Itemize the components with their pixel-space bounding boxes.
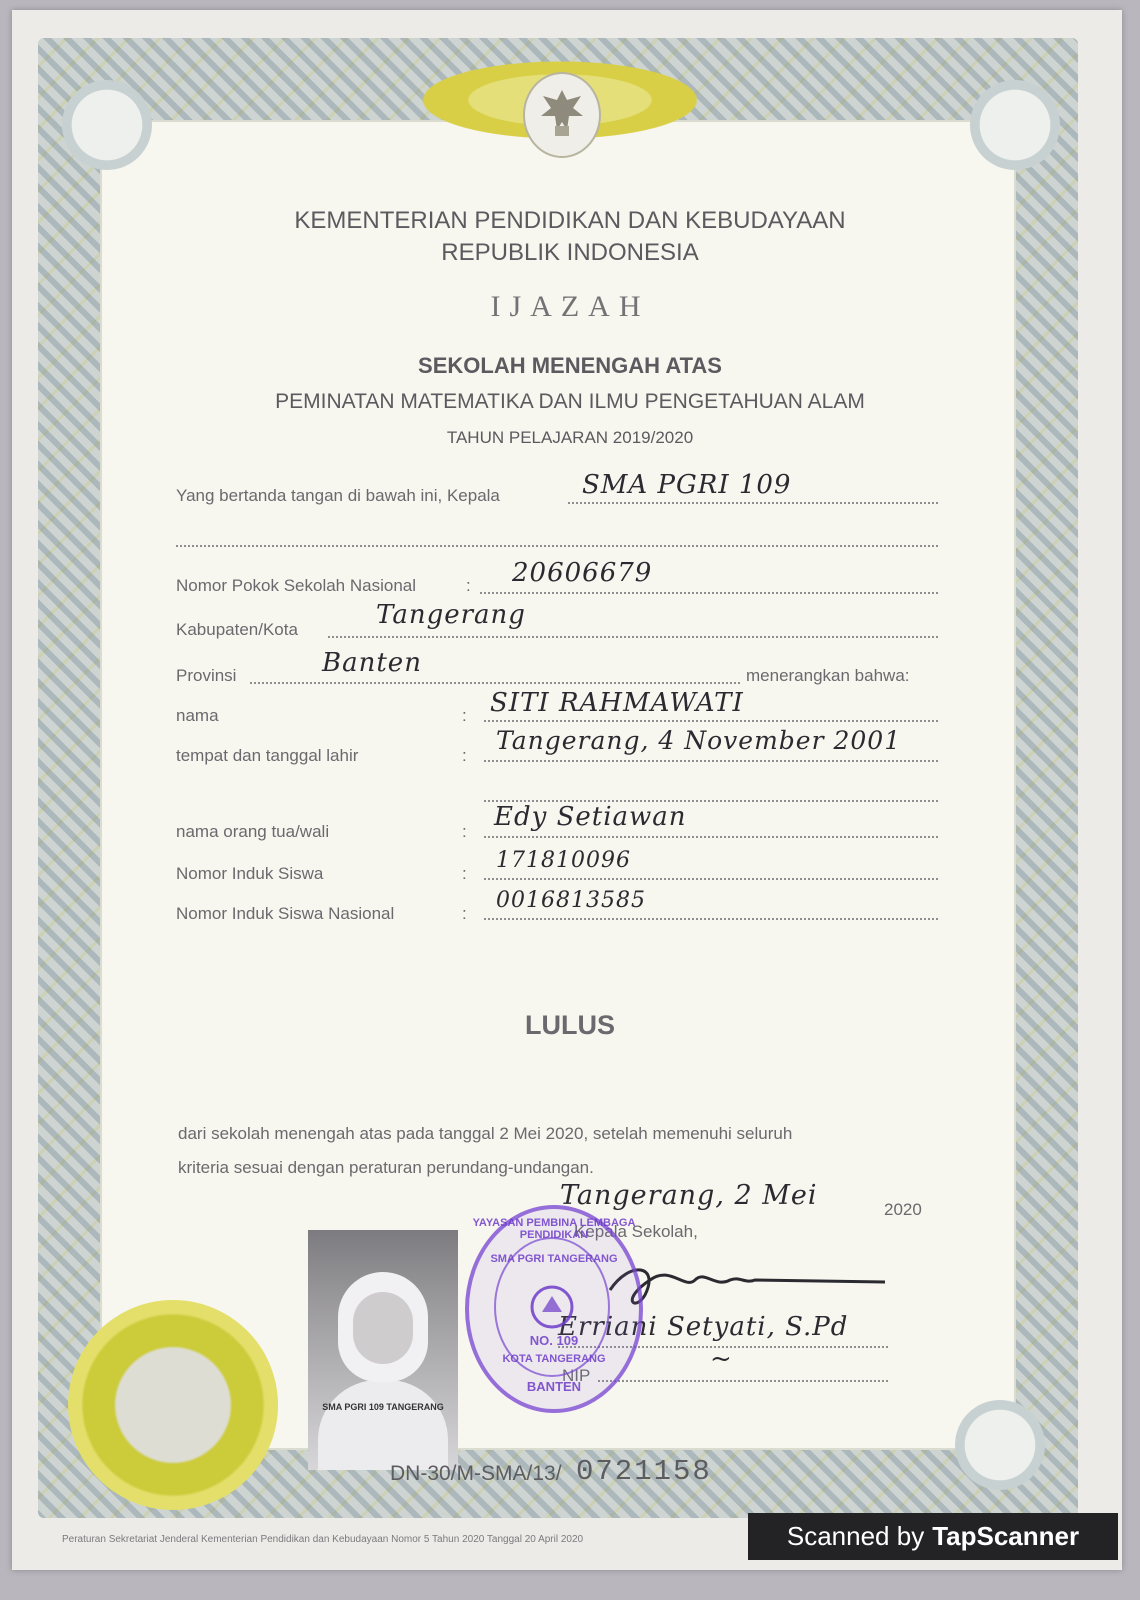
- dotted-line: [480, 592, 938, 594]
- nip-value: ~: [710, 1344, 733, 1374]
- student-name-value: SITI RAHMAWATI: [490, 688, 744, 718]
- school-level: SEKOLAH MENENGAH ATAS: [418, 353, 722, 378]
- regency-value: Tangerang: [376, 600, 526, 630]
- ministry-line1: KEMENTERIAN PENDIDIKAN DAN KEBUDAYAAN: [294, 207, 846, 234]
- colon: :: [462, 706, 467, 725]
- dotted-line: [484, 878, 938, 880]
- document-title: IJAZAH: [490, 290, 650, 323]
- academic-year: TAHUN PELAJARAN 2019/2020: [446, 428, 694, 447]
- dotted-line: [176, 545, 938, 547]
- dotted-line: [484, 836, 938, 838]
- nis-value: 171810096: [496, 848, 631, 873]
- npsn-label: Nomor Pokok Sekolah Nasional: [176, 576, 417, 595]
- birth-label: tempat dan tanggal lahir: [176, 746, 359, 765]
- statement-line2: kriteria sesuai dengan peraturan perundang-undangan.: [178, 1158, 594, 1177]
- stamp-number: NO. 109: [529, 1333, 579, 1348]
- nis-label: Nomor Induk Siswa: [176, 864, 324, 883]
- serial-number: 0721158: [576, 1455, 712, 1488]
- dotted-line: [250, 682, 740, 684]
- scanner-watermark: [748, 1513, 1118, 1560]
- stamp-city: KOTA TANGERANG: [502, 1353, 606, 1365]
- states-label: menerangkan bahwa:: [746, 666, 910, 685]
- photo-caption: SMA PGRI 109 TANGERANG: [322, 1402, 444, 1412]
- province-label: Provinsi: [176, 666, 237, 685]
- watermark-brand: TapScanner: [932, 1521, 1080, 1551]
- regency-label: Kabupaten/Kota: [176, 620, 298, 639]
- dotted-line: [484, 918, 938, 920]
- colon: :: [466, 576, 471, 595]
- school-name-value: SMA PGRI 109: [582, 470, 792, 500]
- corner-ornament: [955, 1400, 1045, 1490]
- signer-name: Erriani Setyati, S.Pd: [558, 1312, 849, 1342]
- stamp-province: BANTEN: [526, 1379, 582, 1394]
- sign-role: Kepala Sekolah,: [574, 1222, 698, 1241]
- result-status: LULUS: [525, 1010, 615, 1040]
- corner-ornament: [62, 80, 152, 170]
- garuda-emblem-icon: [523, 72, 601, 158]
- watermark-prefix: Scanned by: [786, 1521, 925, 1551]
- sign-place-date: Tangerang, 2 Mei: [560, 1180, 818, 1211]
- dotted-line: [484, 720, 938, 722]
- regulation-footer: Peraturan Sekretariat Jenderal Kementerian Pendidikan dan Kebudayaan Nomor 5 Tahun 2020 Tanggal 20 April 2020: [62, 1534, 584, 1545]
- dotted-line: [568, 502, 938, 504]
- npsn-value: 20606679: [512, 558, 653, 588]
- dotted-line: [484, 760, 938, 762]
- parent-value: Edy Setiawan: [494, 802, 687, 832]
- birth-value: Tangerang, 4 November 2001: [496, 726, 902, 755]
- school-stamp: [465, 1205, 643, 1413]
- colon: :: [462, 822, 467, 841]
- stamp-ring-text: YAYASAN PEMBINA LEMBAGA PENDIDIKAN: [472, 1217, 636, 1241]
- ministry-heading: [0, 205, 1140, 269]
- colon: :: [462, 864, 467, 883]
- nisn-label: Nomor Induk Siswa Nasional: [176, 904, 395, 923]
- hologram-seal: [68, 1300, 278, 1510]
- serial-prefix: DN-30/M-SMA/13/: [390, 1462, 562, 1485]
- province-value: Banten: [322, 648, 422, 678]
- parent-label: nama orang tua/wali: [176, 822, 330, 841]
- corner-ornament: [970, 80, 1060, 170]
- signed-label: Yang bertanda tangan di bawah ini, Kepala: [176, 486, 500, 505]
- colon: :: [462, 904, 467, 923]
- stamp-school: SMA PGRI TANGERANG: [490, 1253, 618, 1265]
- nip-label: NIP: [562, 1366, 591, 1385]
- dotted-line: [328, 636, 938, 638]
- name-label: nama: [176, 706, 219, 725]
- specialization: PEMINATAN MATEMATIKA DAN ILMU PENGETAHUAN ALAM: [275, 390, 865, 413]
- sign-year: 2020: [884, 1200, 922, 1219]
- ministry-line2: REPUBLIK INDONESIA: [441, 239, 699, 266]
- nisn-value: 0016813585: [496, 888, 646, 913]
- dotted-line: [598, 1380, 888, 1382]
- stamp-logo-icon: [529, 1284, 575, 1330]
- student-photo: [308, 1230, 458, 1470]
- statement-line1: dari sekolah menengah atas pada tanggal 2 Mei 2020, setelah memenuhi seluruh: [178, 1124, 793, 1143]
- colon: :: [462, 746, 467, 765]
